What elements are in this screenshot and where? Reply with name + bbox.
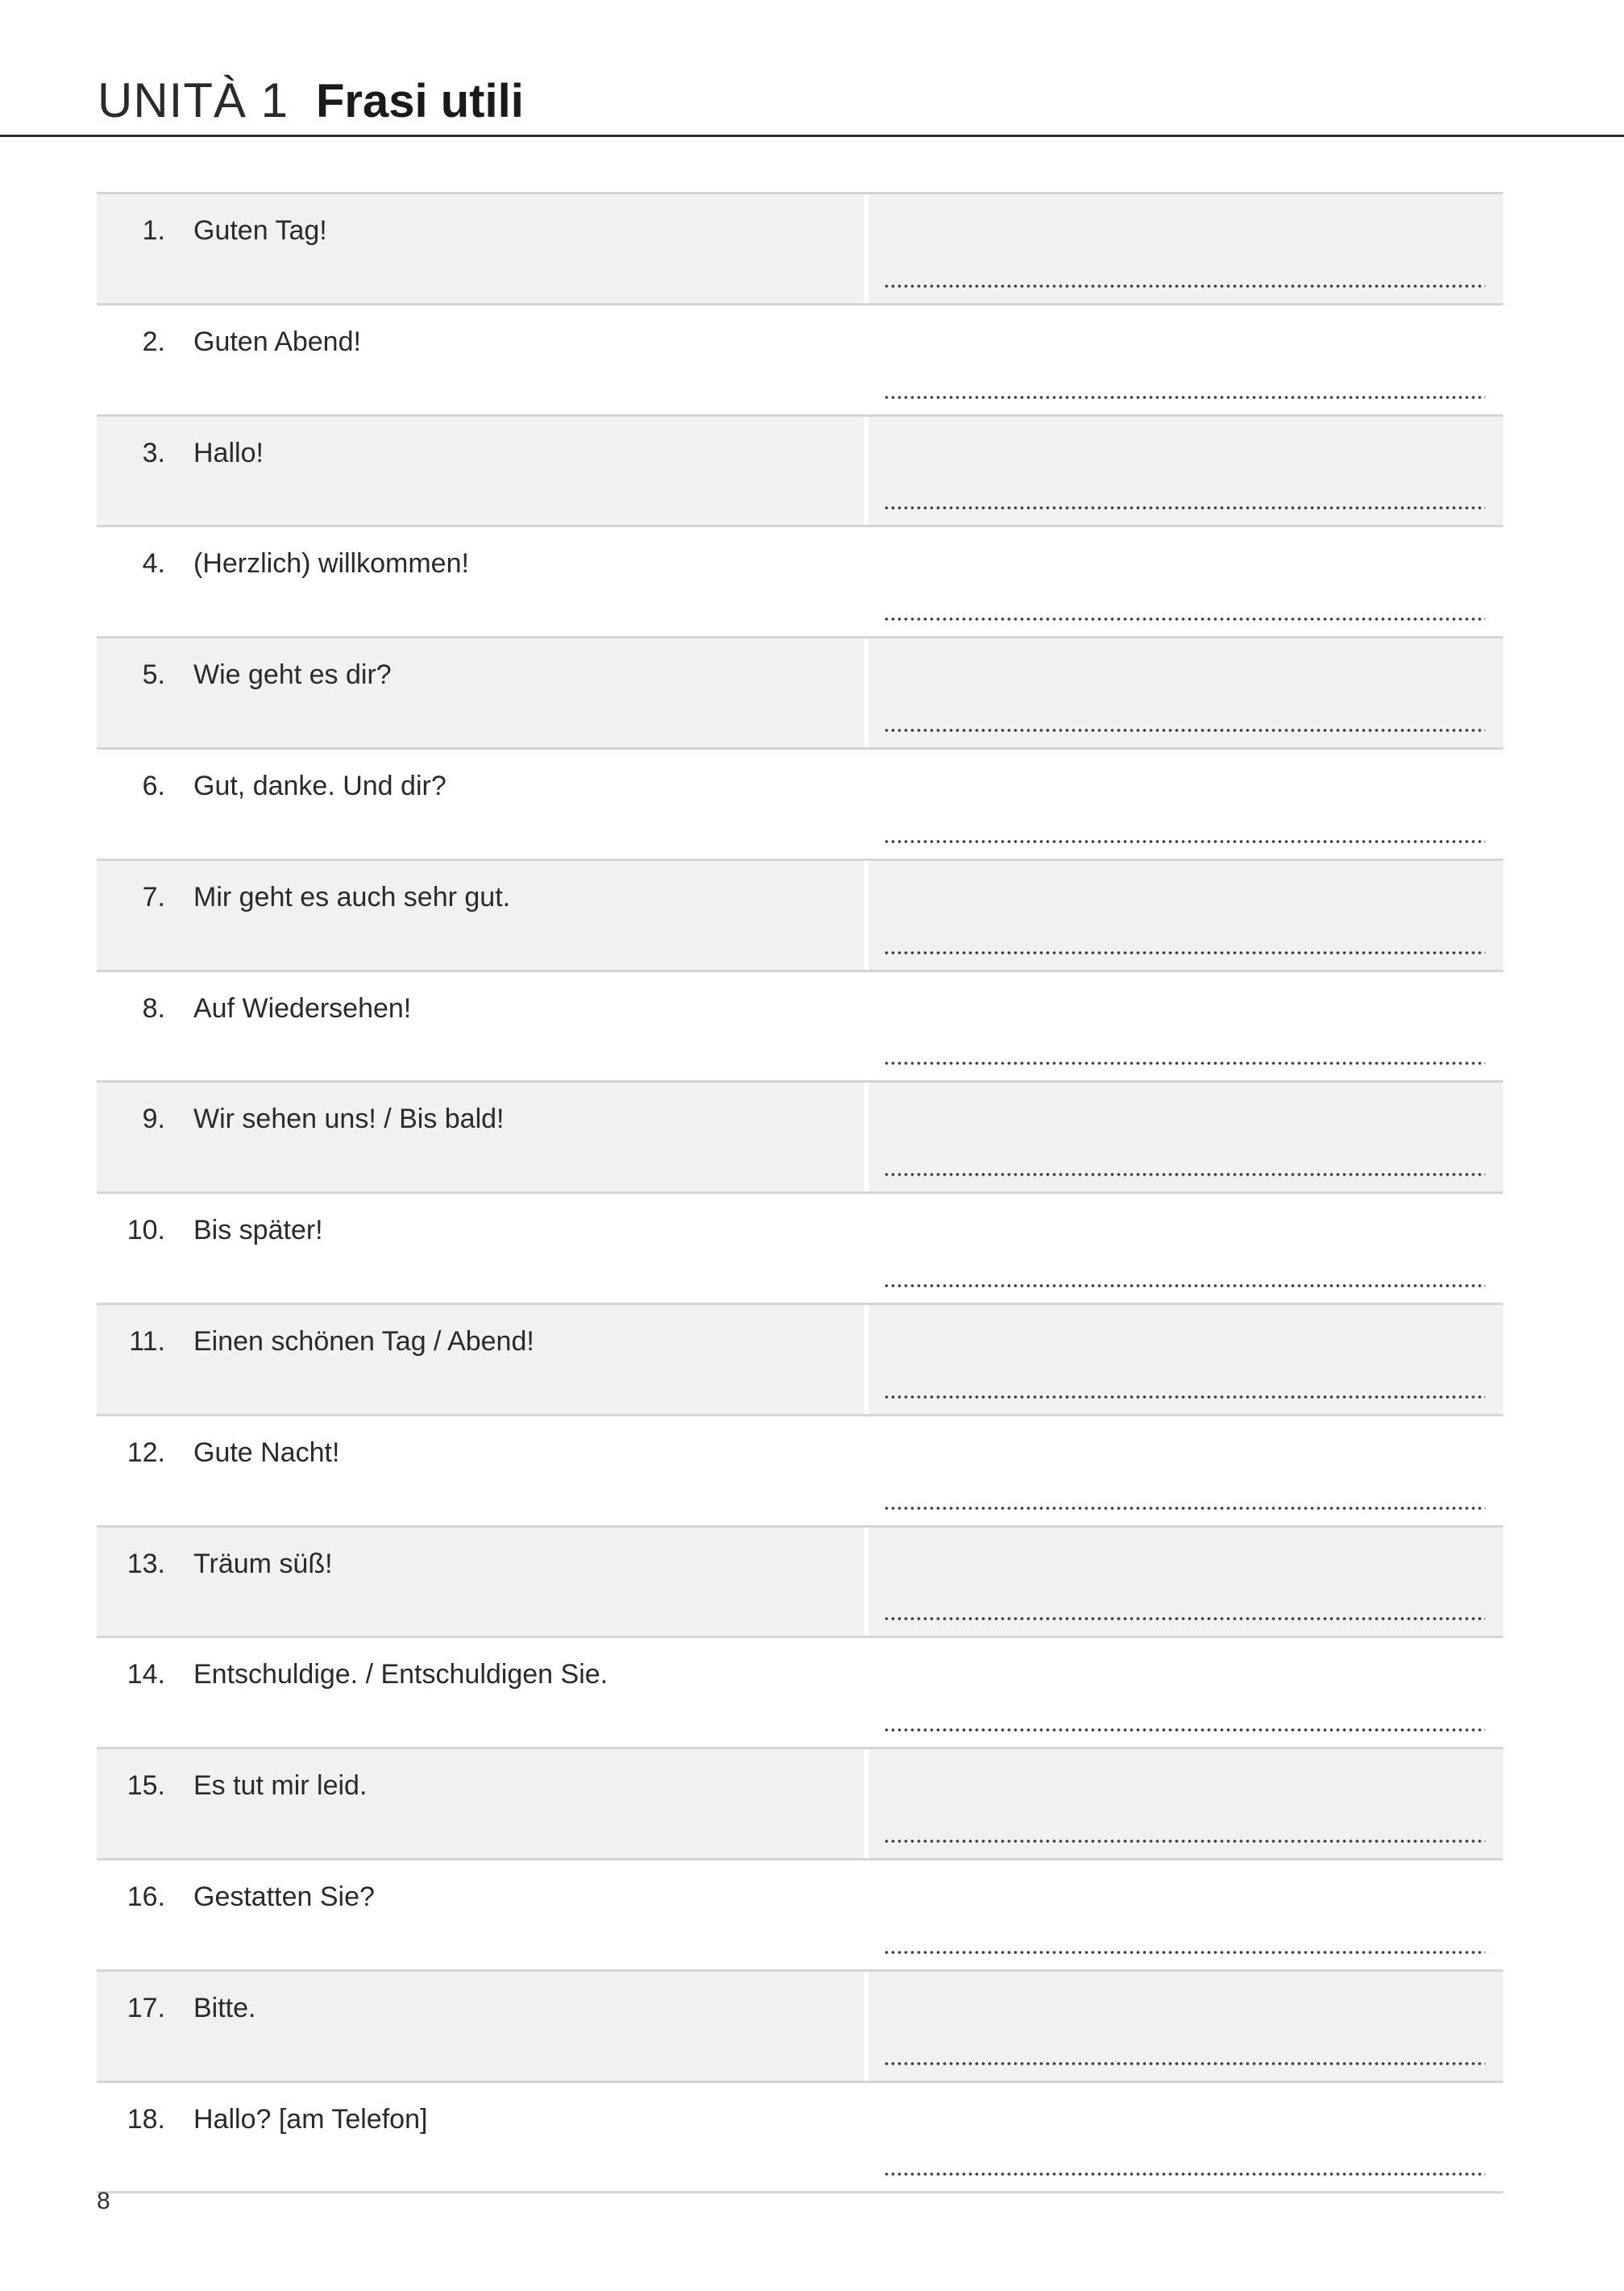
table-row	[97, 1194, 1503, 1305]
phrase-number: 12.	[127, 1437, 165, 1468]
phrase-text: Bitte.	[193, 1992, 256, 2023]
page-header	[0, 0, 1624, 137]
phrase-number: 2.	[142, 326, 165, 357]
table-row	[97, 417, 1503, 528]
answer-dotted-line	[883, 1395, 1485, 1399]
phrase-number: 11.	[129, 1325, 165, 1357]
phrase-cell	[97, 194, 864, 303]
phrase-number: 13.	[127, 1548, 165, 1579]
phrase-text: Wie geht es dir?	[193, 659, 392, 691]
answer-dotted-line	[883, 1061, 1485, 1066]
phrase-cell	[97, 2083, 864, 2192]
answer-dotted-line	[883, 1839, 1485, 1844]
phrase-cell	[97, 1528, 864, 1636]
table-row	[97, 638, 1503, 750]
answer-dotted-line	[883, 728, 1485, 733]
answer-dotted-line	[883, 1172, 1485, 1177]
table-row	[97, 1083, 1503, 1194]
phrase-cell	[97, 1861, 864, 1969]
phrase-table	[97, 192, 1503, 2193]
phrase-text: Gute Nacht!	[193, 1437, 340, 1468]
answer-dotted-line	[883, 284, 1485, 289]
page-number: 8	[97, 2188, 110, 2214]
phrase-cell	[97, 1305, 864, 1414]
phrase-cell	[97, 972, 864, 1081]
table-row	[97, 1861, 1503, 1972]
phrase-text: Auf Wiedersehen!	[193, 992, 412, 1024]
page-title: Frasi utili	[316, 75, 524, 127]
phrase-text: Es tut mir leid.	[193, 1770, 368, 1802]
answer-dotted-line	[883, 1950, 1485, 1955]
phrase-text: Guten Abend!	[193, 326, 361, 357]
phrase-cell	[97, 306, 864, 414]
table-row	[97, 1638, 1503, 1749]
phrase-text: Mir geht es auch sehr gut.	[193, 881, 511, 913]
phrase-number: 18.	[127, 2103, 165, 2135]
phrase-cell	[97, 638, 864, 747]
phrase-number: 14.	[127, 1659, 165, 1690]
answer-dotted-line	[883, 1283, 1485, 1288]
phrase-number: 6.	[142, 770, 165, 801]
table-row	[97, 2083, 1503, 2194]
answer-dotted-line	[883, 839, 1485, 844]
phrase-cell	[97, 417, 864, 526]
answer-dotted-line	[883, 505, 1485, 510]
table-row	[97, 1749, 1503, 1861]
answer-dotted-line	[883, 2172, 1485, 2177]
phrase-cell	[97, 1749, 864, 1858]
table-row	[97, 750, 1503, 861]
phrase-text: Entschuldige. / Entschuldigen Sie.	[193, 1659, 608, 1690]
table-row	[97, 1972, 1503, 2083]
unit-label: UNITÀ 1	[98, 73, 289, 127]
phrase-text: Gut, danke. Und dir?	[193, 770, 446, 801]
phrase-cell	[97, 1083, 864, 1191]
phrase-text: Hallo? [am Telefon]	[193, 2103, 428, 2135]
phrase-number: 9.	[142, 1104, 165, 1135]
table-row	[97, 972, 1503, 1083]
answer-dotted-line	[883, 1616, 1485, 1621]
table-row	[97, 306, 1503, 417]
answer-dotted-line	[883, 395, 1485, 400]
phrase-text: Träum süß!	[193, 1548, 333, 1579]
phrase-number: 17.	[127, 1992, 165, 2023]
answer-dotted-line	[883, 1506, 1485, 1511]
phrase-number: 10.	[127, 1215, 165, 1246]
table-row	[97, 1305, 1503, 1416]
phrase-text: Guten Tag!	[193, 215, 327, 246]
phrase-cell	[97, 1638, 864, 1747]
phrase-cell	[97, 1416, 864, 1525]
table-row	[97, 194, 1503, 306]
phrase-cell	[97, 527, 864, 636]
phrase-number: 5.	[142, 659, 165, 691]
table-row	[97, 1528, 1503, 1639]
phrase-number: 7.	[142, 881, 165, 913]
phrase-text: Einen schönen Tag / Abend!	[193, 1325, 534, 1357]
phrase-cell	[97, 1972, 864, 2081]
answer-dotted-line	[883, 1728, 1485, 1732]
phrase-number: 3.	[142, 437, 165, 468]
phrase-text: Wir sehen uns! / Bis bald!	[193, 1104, 505, 1135]
phrase-text: Gestatten Sie?	[193, 1881, 375, 1912]
phrase-number: 1.	[142, 215, 165, 246]
phrase-text: (Herzlich) willkommen!	[193, 548, 469, 580]
phrase-cell	[97, 750, 864, 859]
phrase-number: 4.	[142, 548, 165, 580]
phrase-text: Bis später!	[193, 1215, 323, 1246]
answer-dotted-line	[883, 2061, 1485, 2066]
answer-dotted-line	[883, 950, 1485, 955]
phrase-cell	[97, 1194, 864, 1303]
phrase-cell	[97, 861, 864, 970]
phrase-text: Hallo!	[193, 437, 264, 468]
answer-dotted-line	[883, 617, 1485, 622]
phrase-number: 8.	[142, 992, 165, 1024]
table-row	[97, 527, 1503, 638]
phrase-number: 16.	[127, 1881, 165, 1912]
phrase-number: 15.	[127, 1770, 165, 1802]
table-row	[97, 861, 1503, 972]
table-row	[97, 1416, 1503, 1528]
